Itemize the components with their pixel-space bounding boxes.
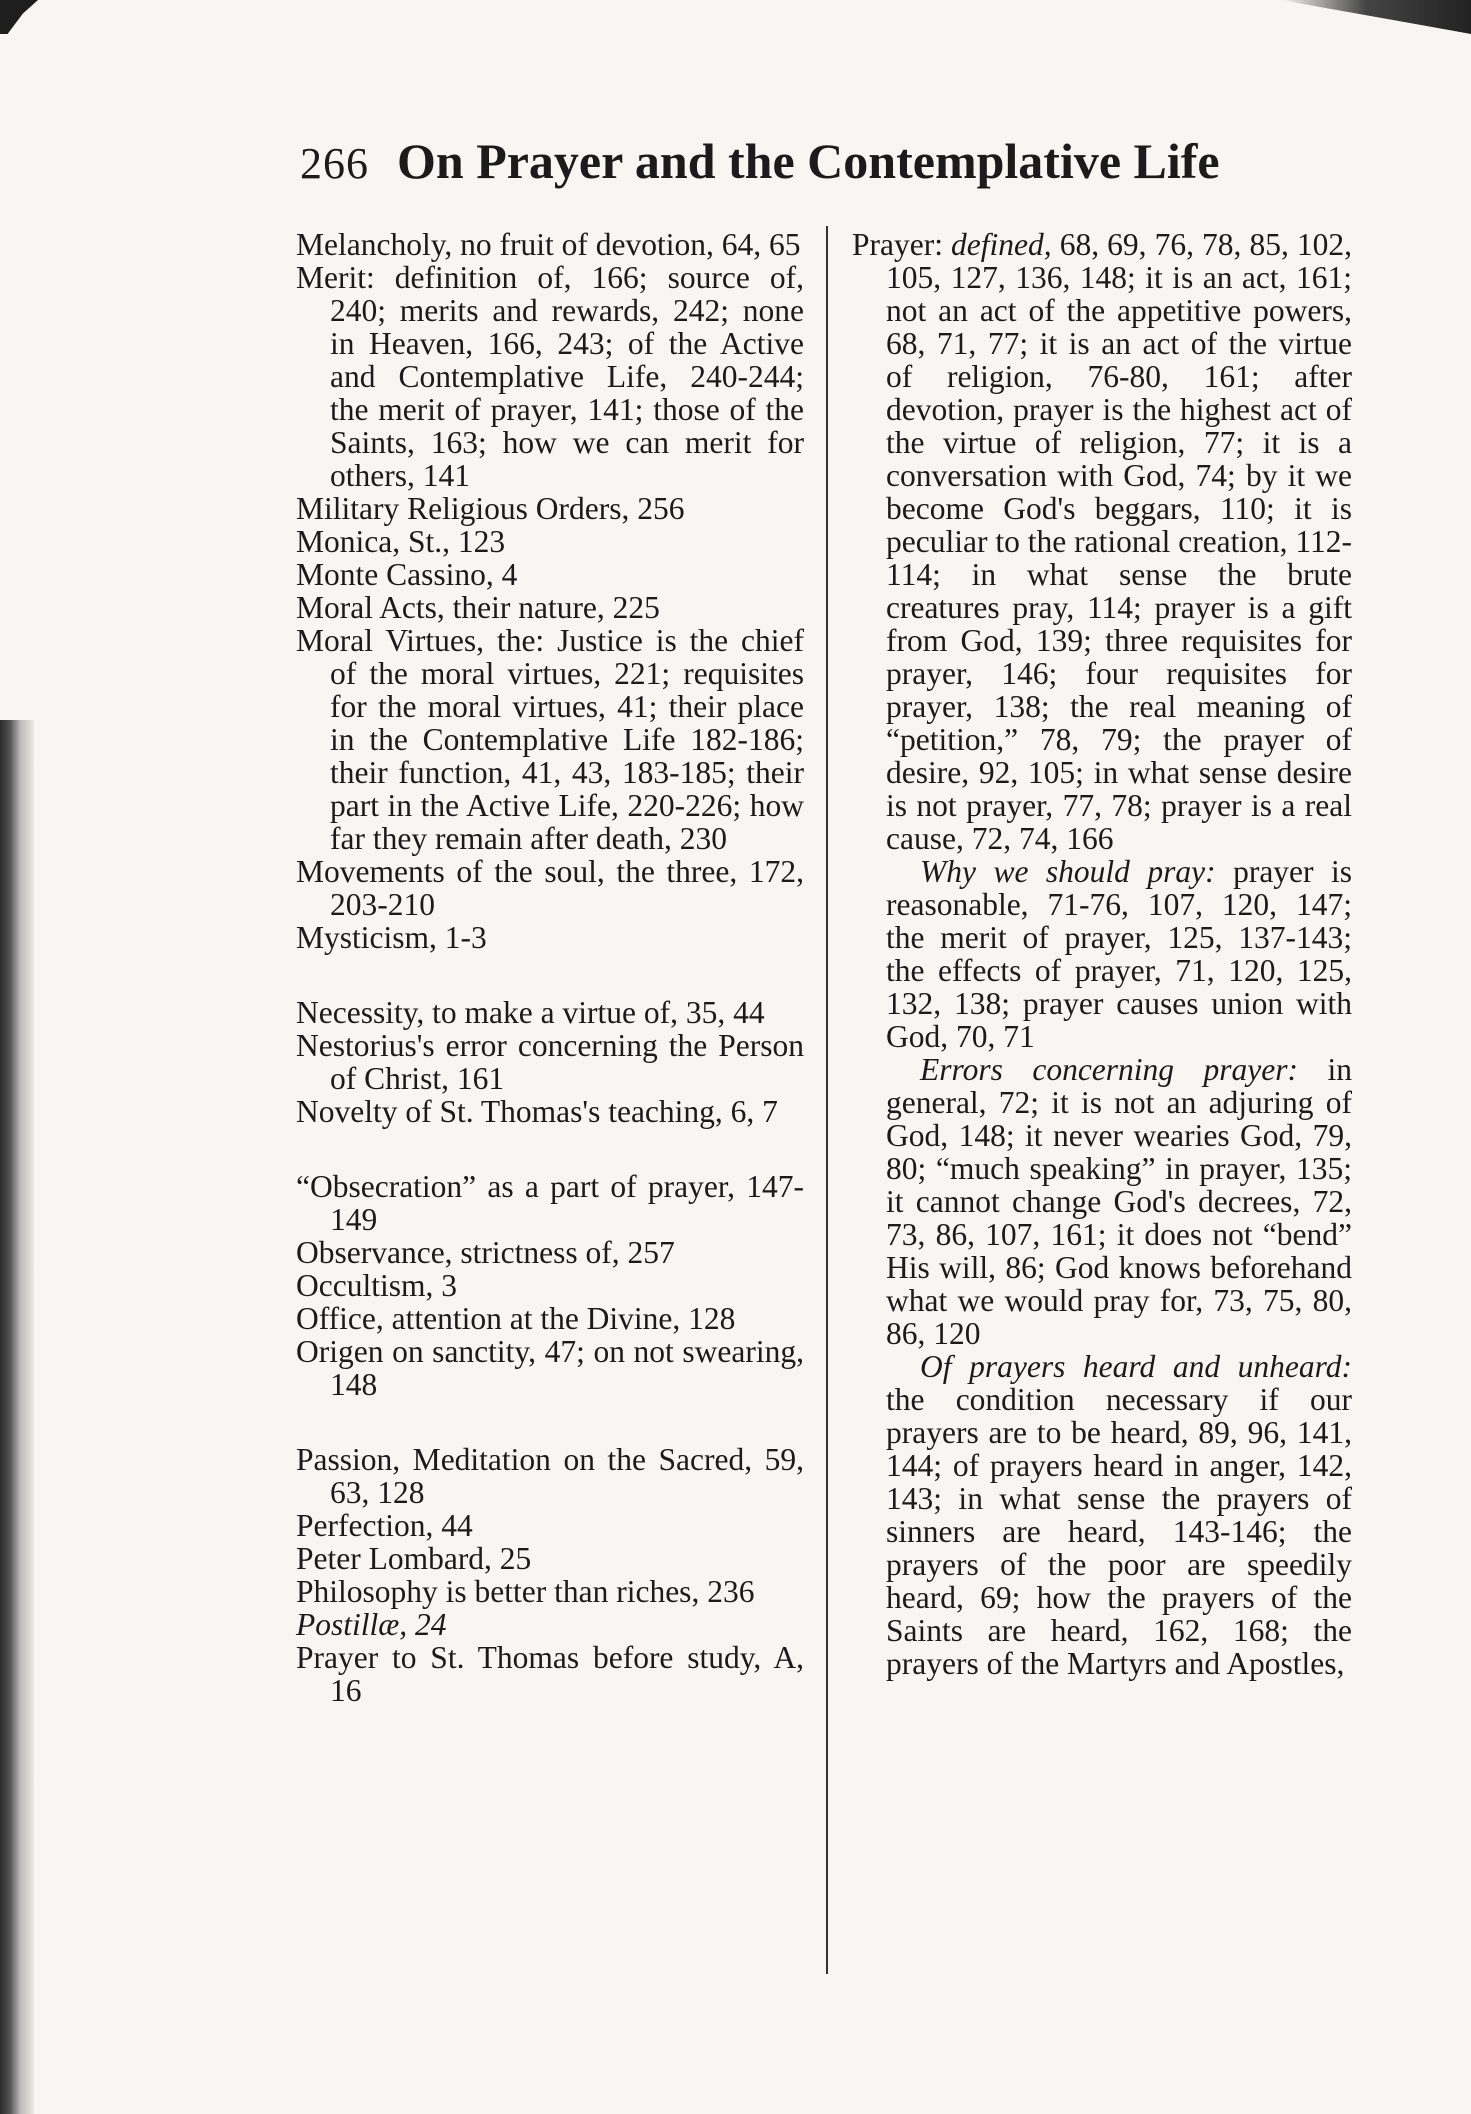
index-entry: Philosophy is better than riches, 236 (296, 1574, 755, 1609)
page-corner-shadow (0, 0, 38, 34)
index-entry: Necessity, to make a virtue of, 35, 44 (296, 995, 765, 1030)
letter-group-gap (296, 954, 804, 996)
index-column-left (296, 228, 804, 1707)
index-entry: Melancholy, no fruit of devotion, 64, 65 (296, 227, 801, 262)
letter-group-gap (296, 1401, 804, 1443)
index-subentry (852, 855, 1352, 1053)
index-entry: Peter Lombard, 25 (296, 1541, 532, 1576)
index-entry: Office, attention at the Divine, 128 (296, 1301, 736, 1336)
index-column-right (852, 228, 1352, 1680)
index-entry: Monica, St., 123 (296, 524, 506, 559)
page-corner-shadow-right (1281, 0, 1471, 34)
index-entry: Monte Cassino, 4 (296, 557, 518, 592)
entry-heading: Prayer: (852, 227, 943, 262)
column-divider (826, 226, 828, 1974)
index-entry: Moral Virtues, the: Justice is the chief of the moral virtues, 221; requisites for the moral virtues, 41; their place in the Contemplative Life 182-186; their function, 41, 43, 183-185; their part in the Active Life, 220-226; how far they remain after death, 230 (296, 623, 804, 856)
index-entry: Mysticism, 1-3 (296, 920, 487, 955)
entry-text: 68, 69, 76, 78, 85, 102, 105, 127, 136, 148; it is an act, 161; not an act of the appetitive powers, 68, 71, 77; it is an act of the virtue of religion, 76-80, 161; after devotion, prayer is the highest act of the virtue of religion, 77; it is a conversation with God, 74; by it we become God's beggars, 110; it is peculiar to the rational creation, 112-114; in what sense the brute creatures pray, 114; prayer is a gift from God, 139; three requisites for prayer, 146; four requisites for prayer, 138; the real meaning of “petition,” 78, 79; the prayer of desire, 92, 105; in what sense desire is not prayer, 77, 78; prayer is a real cause, 72, 74, 166 (886, 227, 1352, 856)
entry-text: the condition necessary if our prayers are to be heard, 89, 96, 141, 144; of prayers heard in anger, 142, 143; in what sense the prayers of sinners are heard, 143-146; the prayers of the poor are speedily heard, 69; how the prayers of the Saints are heard, 162, 168; the prayers of the Martyrs and Apostles, (886, 1382, 1352, 1681)
index-entry: Prayer to St. Thomas before study, A, 16 (296, 1640, 804, 1708)
index-entry: Moral Acts, their nature, 225 (296, 590, 660, 625)
index-entry: Military Religious Orders, 256 (296, 491, 685, 526)
subheading-errors: Errors concerning prayer: (920, 1052, 1298, 1087)
index-entry-prayer (852, 228, 1352, 855)
index-entry: Movements of the soul, the three, 172, 203-210 (296, 854, 804, 922)
index-entry: Merit: definition of, 166; source of, 240; merits and rewards, 242; none in Heaven, 166, 243; of the Active and Contemplative Life, 240-244; the merit of prayer, 141; those of the Saints, 163; how we can merit for others, 141 (296, 260, 804, 493)
index-subentry (852, 1053, 1352, 1350)
subheading-heard: Of prayers heard and unheard: (920, 1349, 1352, 1384)
index-entry: Occultism, 3 (296, 1268, 457, 1303)
letter-group-gap (296, 1128, 804, 1170)
page-header (300, 132, 1360, 202)
entry-text: in general, 72; it is not an adjuring of God, 148; it never wearies God, 79, 80; “much speaking” in prayer, 135; it cannot change God's decrees, 72, 73, 86, 107, 161; it does not “bend” His will, 86; God knows beforehand what we would pray for, 73, 75, 80, 86, 120 (886, 1052, 1352, 1351)
index-entry: Postillæ, 24 (296, 1607, 447, 1642)
running-title: On Prayer and the Contemplative Life (397, 133, 1220, 189)
index-subentry (852, 1350, 1352, 1680)
index-entry: Nestorius's error concerning the Person of Christ, 161 (296, 1028, 804, 1096)
index-entry: Passion, Meditation on the Sacred, 59, 63, 128 (296, 1442, 804, 1510)
subheading-defined: defined, (951, 227, 1052, 262)
binding-shadow (0, 720, 34, 2114)
index-entry: Origen on sanctity, 47; on not swearing, 148 (296, 1334, 804, 1402)
index-entry: Perfection, 44 (296, 1508, 473, 1543)
index-entry: Observance, strictness of, 257 (296, 1235, 675, 1270)
index-entry: Novelty of St. Thomas's teaching, 6, 7 (296, 1094, 778, 1129)
page-number: 266 (300, 139, 369, 188)
index-entry: “Obsecration” as a part of prayer, 147-149 (296, 1169, 804, 1237)
subheading-why: Why we should pray: (920, 854, 1216, 889)
entry-text: prayer is reasonable, 71-76, 107, 120, 147; the merit of prayer, 125, 137-143; the effects of prayer, 71, 120, 125, 132, 138; prayer causes union with God, 70, 71 (886, 854, 1352, 1054)
